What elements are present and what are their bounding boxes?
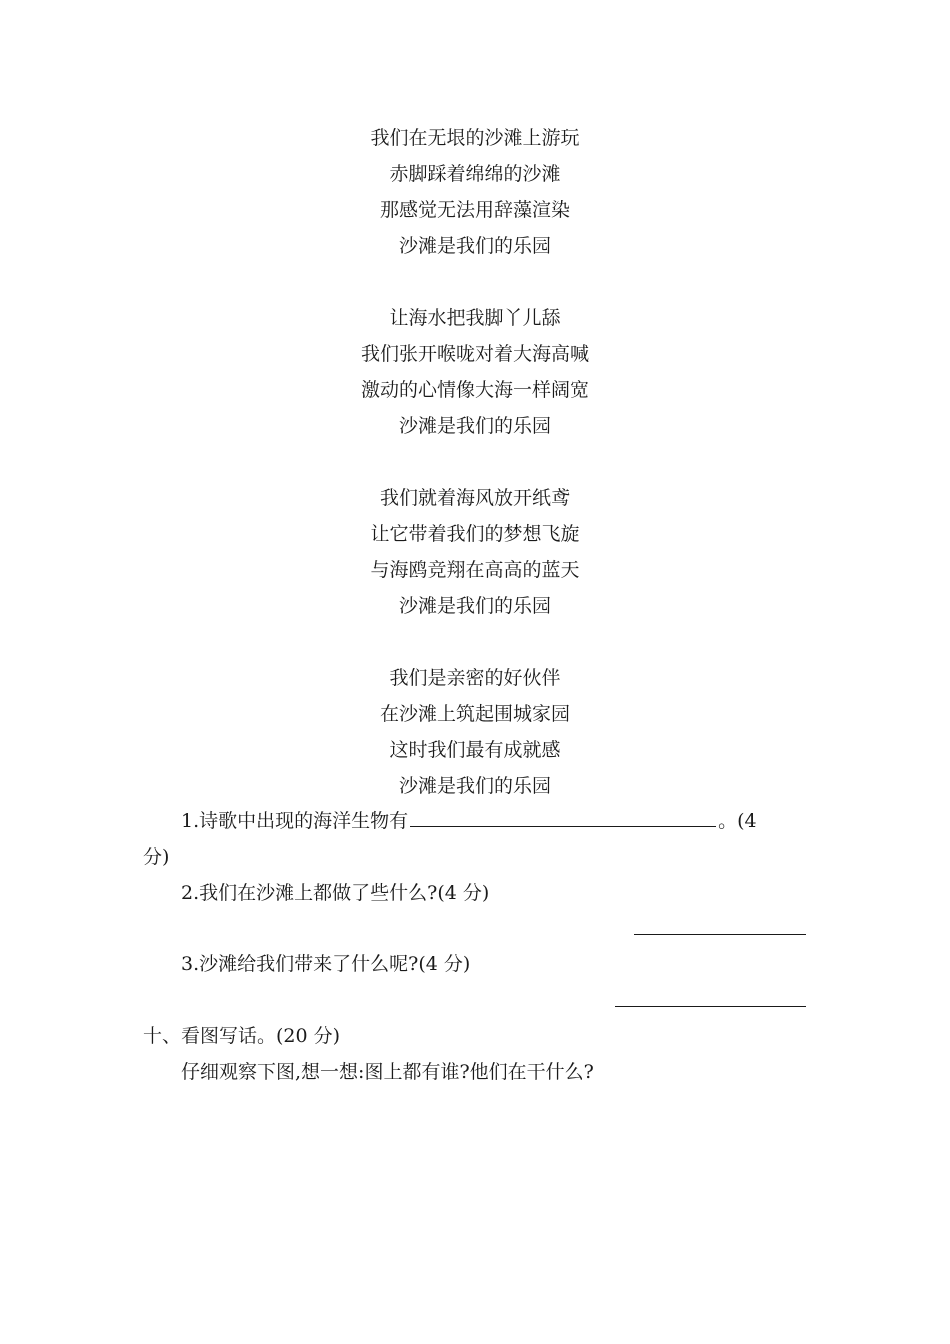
poem-line: 我们在无垠的沙滩上游玩 — [370, 127, 580, 149]
question-2: 2.我们在沙滩上都做了些什么?(4 分) — [181, 882, 490, 904]
poem-line: 在沙滩上筑起围城家园 — [379, 703, 570, 725]
question-1-answer-blank[interactable] — [410, 804, 716, 827]
poem-line: 我们是亲密的好伙伴 — [389, 667, 561, 689]
question-1-text: 1.诗歌中出现的海洋生物有 — [181, 810, 409, 832]
poem-stanza-4 — [0, 660, 950, 804]
question-3: 3.沙滩给我们带来了什么呢?(4 分) — [181, 953, 471, 975]
section-10-title: 十、看图写话。(20 分) — [143, 1025, 341, 1047]
poem-line: 与海鸥竞翔在高高的蓝天 — [370, 559, 580, 581]
poem-line: 沙滩是我们的乐园 — [398, 415, 551, 437]
poem-line: 这时我们最有成就感 — [389, 739, 561, 761]
question-3-answer-line[interactable] — [615, 1006, 806, 1007]
poem-line: 沙滩是我们的乐园 — [398, 775, 551, 797]
poem-stanza-2 — [0, 300, 950, 444]
poem-line: 我们张开喉咙对着大海高喊 — [360, 343, 589, 365]
poem-line: 让海水把我脚丫儿舔 — [389, 307, 561, 329]
poem-line: 那感觉无法用辞藻渲染 — [379, 199, 570, 221]
poem-line: 赤脚踩着绵绵的沙滩 — [389, 163, 561, 185]
poem-stanza-1 — [0, 120, 950, 264]
poem-line: 让它带着我们的梦想飞旋 — [370, 523, 580, 545]
poem-stanza-3 — [0, 480, 950, 624]
poem-line: 沙滩是我们的乐园 — [398, 595, 551, 617]
question-1 — [181, 803, 757, 839]
question-1-score-wrap: 分) — [143, 846, 170, 868]
poem-line: 我们就着海风放开纸鸢 — [379, 487, 570, 509]
question-1-score: 。(4 — [718, 810, 757, 832]
question-2-answer-line[interactable] — [634, 934, 806, 935]
section-10-instruction: 仔细观察下图,想一想:图上都有谁?他们在干什么? — [181, 1061, 594, 1083]
poem-line: 激动的心情像大海一样阔宽 — [360, 379, 589, 401]
poem-line: 沙滩是我们的乐园 — [398, 235, 551, 257]
poem — [0, 120, 950, 840]
